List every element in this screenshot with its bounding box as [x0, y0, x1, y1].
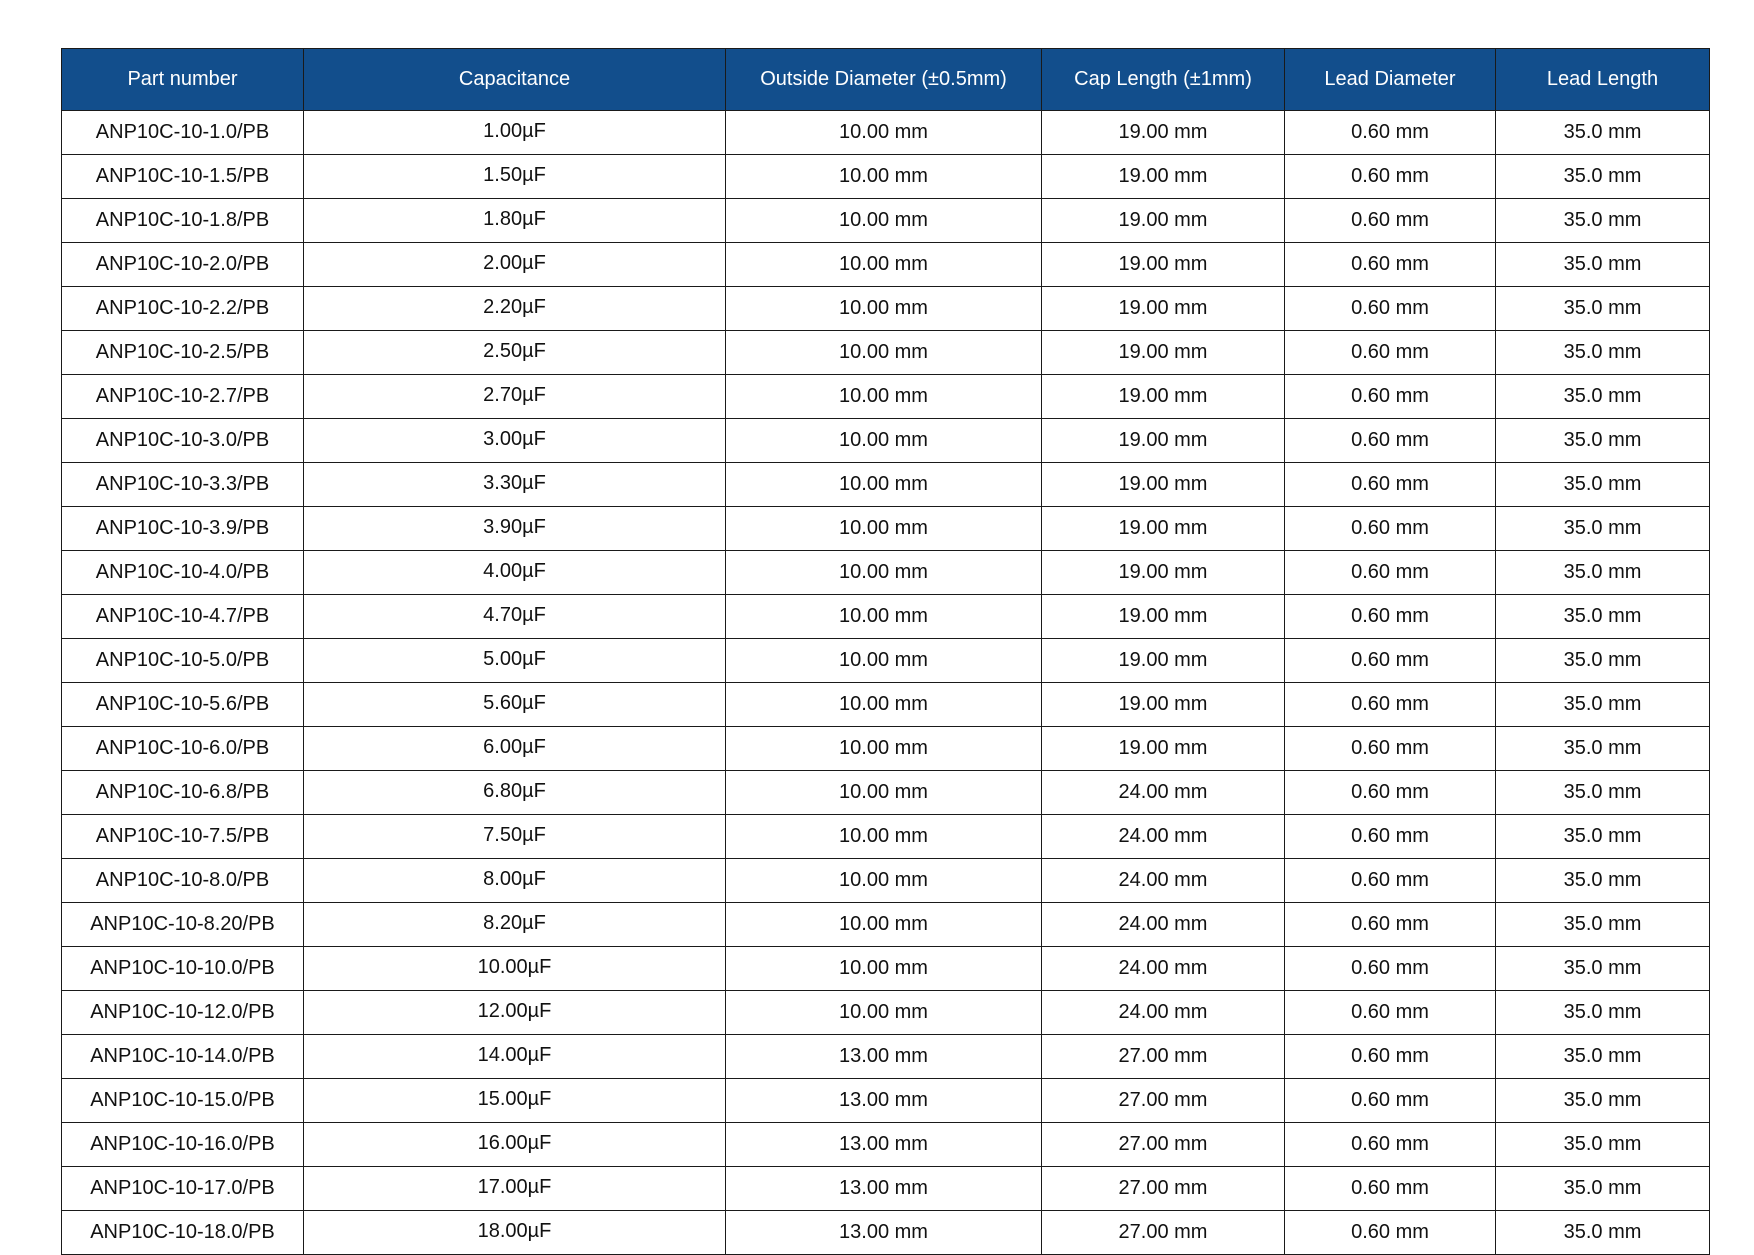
table-row	[62, 1167, 1710, 1211]
table-row	[62, 1211, 1710, 1255]
capacitance-cell: 5.60µF	[304, 683, 726, 727]
lead-diameter-cell: 0.60 mm	[1285, 507, 1496, 551]
cap-length-cell: 19.00 mm	[1042, 419, 1285, 463]
lead-length-cell: 35.0 mm	[1496, 507, 1710, 551]
table-row	[62, 727, 1710, 771]
cap-length-cell: 19.00 mm	[1042, 595, 1285, 639]
table-row	[62, 243, 1710, 287]
cap-length-cell: 19.00 mm	[1042, 683, 1285, 727]
lead-length-cell: 35.0 mm	[1496, 375, 1710, 419]
cap-length-cell: 27.00 mm	[1042, 1079, 1285, 1123]
part-number-cell: ANP10C-10-2.0/PB	[62, 243, 304, 287]
outside-diameter-cell: 10.00 mm	[726, 375, 1042, 419]
cap-length-cell: 24.00 mm	[1042, 903, 1285, 947]
capacitance-cell: 15.00µF	[304, 1079, 726, 1123]
lead-diameter-cell: 0.60 mm	[1285, 1035, 1496, 1079]
outside-diameter-cell: 10.00 mm	[726, 507, 1042, 551]
table-row	[62, 199, 1710, 243]
lead-length-cell: 35.0 mm	[1496, 947, 1710, 991]
lead-length-cell: 35.0 mm	[1496, 155, 1710, 199]
cap-length-cell: 27.00 mm	[1042, 1035, 1285, 1079]
cap-length-cell: 19.00 mm	[1042, 155, 1285, 199]
column-header-part-number: Part number	[62, 49, 304, 111]
cap-length-cell: 24.00 mm	[1042, 771, 1285, 815]
cap-length-cell: 19.00 mm	[1042, 199, 1285, 243]
lead-length-cell: 35.0 mm	[1496, 639, 1710, 683]
cap-length-cell: 19.00 mm	[1042, 375, 1285, 419]
outside-diameter-cell: 10.00 mm	[726, 683, 1042, 727]
lead-diameter-cell: 0.60 mm	[1285, 1079, 1496, 1123]
lead-length-cell: 35.0 mm	[1496, 331, 1710, 375]
lead-length-cell: 35.0 mm	[1496, 1079, 1710, 1123]
lead-diameter-cell: 0.60 mm	[1285, 639, 1496, 683]
column-header-lead-diameter: Lead Diameter	[1285, 49, 1496, 111]
part-number-cell: ANP10C-10-1.8/PB	[62, 199, 304, 243]
cap-length-cell: 19.00 mm	[1042, 331, 1285, 375]
part-number-cell: ANP10C-10-10.0/PB	[62, 947, 304, 991]
table-row	[62, 683, 1710, 727]
capacitance-cell: 6.00µF	[304, 727, 726, 771]
table-row	[62, 903, 1710, 947]
capacitance-cell: 2.20µF	[304, 287, 726, 331]
lead-diameter-cell: 0.60 mm	[1285, 287, 1496, 331]
outside-diameter-cell: 13.00 mm	[726, 1079, 1042, 1123]
outside-diameter-cell: 10.00 mm	[726, 859, 1042, 903]
lead-diameter-cell: 0.60 mm	[1285, 947, 1496, 991]
part-number-cell: ANP10C-10-4.7/PB	[62, 595, 304, 639]
capacitance-cell: 8.00µF	[304, 859, 726, 903]
cap-length-cell: 24.00 mm	[1042, 947, 1285, 991]
lead-diameter-cell: 0.60 mm	[1285, 771, 1496, 815]
lead-diameter-cell: 0.60 mm	[1285, 199, 1496, 243]
capacitance-cell: 1.50µF	[304, 155, 726, 199]
cap-length-cell: 24.00 mm	[1042, 815, 1285, 859]
part-number-cell: ANP10C-10-8.0/PB	[62, 859, 304, 903]
lead-length-cell: 35.0 mm	[1496, 991, 1710, 1035]
table-row	[62, 551, 1710, 595]
table-row	[62, 1123, 1710, 1167]
outside-diameter-cell: 10.00 mm	[726, 595, 1042, 639]
table-row	[62, 507, 1710, 551]
capacitance-cell: 17.00µF	[304, 1167, 726, 1211]
outside-diameter-cell: 10.00 mm	[726, 947, 1042, 991]
column-header-capacitance: Capacitance	[304, 49, 726, 111]
capacitance-cell: 6.80µF	[304, 771, 726, 815]
outside-diameter-cell: 13.00 mm	[726, 1035, 1042, 1079]
table-row	[62, 639, 1710, 683]
table-row	[62, 419, 1710, 463]
cap-length-cell: 19.00 mm	[1042, 727, 1285, 771]
lead-diameter-cell: 0.60 mm	[1285, 375, 1496, 419]
lead-diameter-cell: 0.60 mm	[1285, 1167, 1496, 1211]
capacitance-cell: 1.00µF	[304, 111, 726, 155]
part-number-cell: ANP10C-10-2.2/PB	[62, 287, 304, 331]
capacitance-cell: 2.00µF	[304, 243, 726, 287]
table-row	[62, 815, 1710, 859]
capacitor-spec-table	[61, 48, 1710, 1255]
lead-diameter-cell: 0.60 mm	[1285, 111, 1496, 155]
table-row	[62, 595, 1710, 639]
table-row	[62, 859, 1710, 903]
outside-diameter-cell: 10.00 mm	[726, 199, 1042, 243]
cap-length-cell: 19.00 mm	[1042, 463, 1285, 507]
part-number-cell: ANP10C-10-15.0/PB	[62, 1079, 304, 1123]
capacitance-cell: 3.90µF	[304, 507, 726, 551]
cap-length-cell: 19.00 mm	[1042, 287, 1285, 331]
part-number-cell: ANP10C-10-2.5/PB	[62, 331, 304, 375]
capacitance-cell: 3.00µF	[304, 419, 726, 463]
column-header-lead-length: Lead Length	[1496, 49, 1710, 111]
part-number-cell: ANP10C-10-16.0/PB	[62, 1123, 304, 1167]
part-number-cell: ANP10C-10-3.0/PB	[62, 419, 304, 463]
outside-diameter-cell: 10.00 mm	[726, 903, 1042, 947]
lead-length-cell: 35.0 mm	[1496, 859, 1710, 903]
outside-diameter-cell: 10.00 mm	[726, 771, 1042, 815]
capacitance-cell: 18.00µF	[304, 1211, 726, 1255]
part-number-cell: ANP10C-10-3.9/PB	[62, 507, 304, 551]
capacitance-cell: 14.00µF	[304, 1035, 726, 1079]
part-number-cell: ANP10C-10-1.5/PB	[62, 155, 304, 199]
outside-diameter-cell: 10.00 mm	[726, 155, 1042, 199]
outside-diameter-cell: 10.00 mm	[726, 287, 1042, 331]
lead-diameter-cell: 0.60 mm	[1285, 551, 1496, 595]
table-row	[62, 947, 1710, 991]
table-row	[62, 463, 1710, 507]
lead-diameter-cell: 0.60 mm	[1285, 683, 1496, 727]
lead-length-cell: 35.0 mm	[1496, 243, 1710, 287]
outside-diameter-cell: 10.00 mm	[726, 243, 1042, 287]
lead-diameter-cell: 0.60 mm	[1285, 727, 1496, 771]
capacitance-cell: 5.00µF	[304, 639, 726, 683]
lead-length-cell: 35.0 mm	[1496, 287, 1710, 331]
outside-diameter-cell: 10.00 mm	[726, 419, 1042, 463]
part-number-cell: ANP10C-10-5.6/PB	[62, 683, 304, 727]
cap-length-cell: 24.00 mm	[1042, 991, 1285, 1035]
table-header	[62, 49, 1710, 111]
cap-length-cell: 24.00 mm	[1042, 859, 1285, 903]
outside-diameter-cell: 10.00 mm	[726, 639, 1042, 683]
table-row	[62, 771, 1710, 815]
capacitance-cell: 2.50µF	[304, 331, 726, 375]
part-number-cell: ANP10C-10-1.0/PB	[62, 111, 304, 155]
table-body	[62, 111, 1710, 1255]
capacitance-cell: 3.30µF	[304, 463, 726, 507]
part-number-cell: ANP10C-10-17.0/PB	[62, 1167, 304, 1211]
lead-length-cell: 35.0 mm	[1496, 903, 1710, 947]
outside-diameter-cell: 10.00 mm	[726, 331, 1042, 375]
lead-length-cell: 35.0 mm	[1496, 771, 1710, 815]
part-number-cell: ANP10C-10-4.0/PB	[62, 551, 304, 595]
outside-diameter-cell: 10.00 mm	[726, 463, 1042, 507]
lead-diameter-cell: 0.60 mm	[1285, 331, 1496, 375]
outside-diameter-cell: 13.00 mm	[726, 1123, 1042, 1167]
capacitance-cell: 16.00µF	[304, 1123, 726, 1167]
table-row	[62, 1079, 1710, 1123]
part-number-cell: ANP10C-10-8.20/PB	[62, 903, 304, 947]
lead-length-cell: 35.0 mm	[1496, 199, 1710, 243]
cap-length-cell: 27.00 mm	[1042, 1211, 1285, 1255]
lead-length-cell: 35.0 mm	[1496, 1167, 1710, 1211]
lead-length-cell: 35.0 mm	[1496, 111, 1710, 155]
capacitance-cell: 12.00µF	[304, 991, 726, 1035]
part-number-cell: ANP10C-10-6.0/PB	[62, 727, 304, 771]
cap-length-cell: 19.00 mm	[1042, 243, 1285, 287]
part-number-cell: ANP10C-10-14.0/PB	[62, 1035, 304, 1079]
capacitance-cell: 8.20µF	[304, 903, 726, 947]
lead-diameter-cell: 0.60 mm	[1285, 903, 1496, 947]
header-row	[62, 49, 1710, 111]
table-row	[62, 287, 1710, 331]
table-row	[62, 375, 1710, 419]
table-row	[62, 1035, 1710, 1079]
part-number-cell: ANP10C-10-6.8/PB	[62, 771, 304, 815]
lead-length-cell: 35.0 mm	[1496, 551, 1710, 595]
cap-length-cell: 19.00 mm	[1042, 551, 1285, 595]
lead-length-cell: 35.0 mm	[1496, 727, 1710, 771]
lead-diameter-cell: 0.60 mm	[1285, 1211, 1496, 1255]
outside-diameter-cell: 10.00 mm	[726, 727, 1042, 771]
outside-diameter-cell: 10.00 mm	[726, 111, 1042, 155]
cap-length-cell: 19.00 mm	[1042, 507, 1285, 551]
capacitance-cell: 7.50µF	[304, 815, 726, 859]
lead-length-cell: 35.0 mm	[1496, 1035, 1710, 1079]
outside-diameter-cell: 13.00 mm	[726, 1211, 1042, 1255]
part-number-cell: ANP10C-10-12.0/PB	[62, 991, 304, 1035]
lead-length-cell: 35.0 mm	[1496, 595, 1710, 639]
outside-diameter-cell: 10.00 mm	[726, 991, 1042, 1035]
capacitance-cell: 2.70µF	[304, 375, 726, 419]
part-number-cell: ANP10C-10-7.5/PB	[62, 815, 304, 859]
cap-length-cell: 27.00 mm	[1042, 1167, 1285, 1211]
table-row	[62, 331, 1710, 375]
lead-length-cell: 35.0 mm	[1496, 463, 1710, 507]
part-number-cell: ANP10C-10-5.0/PB	[62, 639, 304, 683]
part-number-cell: ANP10C-10-2.7/PB	[62, 375, 304, 419]
lead-diameter-cell: 0.60 mm	[1285, 815, 1496, 859]
lead-diameter-cell: 0.60 mm	[1285, 1123, 1496, 1167]
lead-diameter-cell: 0.60 mm	[1285, 463, 1496, 507]
capacitance-cell: 1.80µF	[304, 199, 726, 243]
lead-diameter-cell: 0.60 mm	[1285, 595, 1496, 639]
lead-diameter-cell: 0.60 mm	[1285, 243, 1496, 287]
lead-diameter-cell: 0.60 mm	[1285, 419, 1496, 463]
lead-diameter-cell: 0.60 mm	[1285, 155, 1496, 199]
table-row	[62, 111, 1710, 155]
column-header-cap-length: Cap Length (±1mm)	[1042, 49, 1285, 111]
outside-diameter-cell: 10.00 mm	[726, 815, 1042, 859]
capacitance-cell: 10.00µF	[304, 947, 726, 991]
table-row	[62, 155, 1710, 199]
cap-length-cell: 19.00 mm	[1042, 111, 1285, 155]
lead-length-cell: 35.0 mm	[1496, 815, 1710, 859]
lead-diameter-cell: 0.60 mm	[1285, 859, 1496, 903]
table-row	[62, 991, 1710, 1035]
cap-length-cell: 19.00 mm	[1042, 639, 1285, 683]
capacitance-cell: 4.70µF	[304, 595, 726, 639]
column-header-outside-diameter: Outside Diameter (±0.5mm)	[726, 49, 1042, 111]
capacitance-cell: 4.00µF	[304, 551, 726, 595]
lead-length-cell: 35.0 mm	[1496, 1123, 1710, 1167]
lead-diameter-cell: 0.60 mm	[1285, 991, 1496, 1035]
lead-length-cell: 35.0 mm	[1496, 1211, 1710, 1255]
outside-diameter-cell: 13.00 mm	[726, 1167, 1042, 1211]
part-number-cell: ANP10C-10-3.3/PB	[62, 463, 304, 507]
part-number-cell: ANP10C-10-18.0/PB	[62, 1211, 304, 1255]
outside-diameter-cell: 10.00 mm	[726, 551, 1042, 595]
cap-length-cell: 27.00 mm	[1042, 1123, 1285, 1167]
lead-length-cell: 35.0 mm	[1496, 419, 1710, 463]
lead-length-cell: 35.0 mm	[1496, 683, 1710, 727]
